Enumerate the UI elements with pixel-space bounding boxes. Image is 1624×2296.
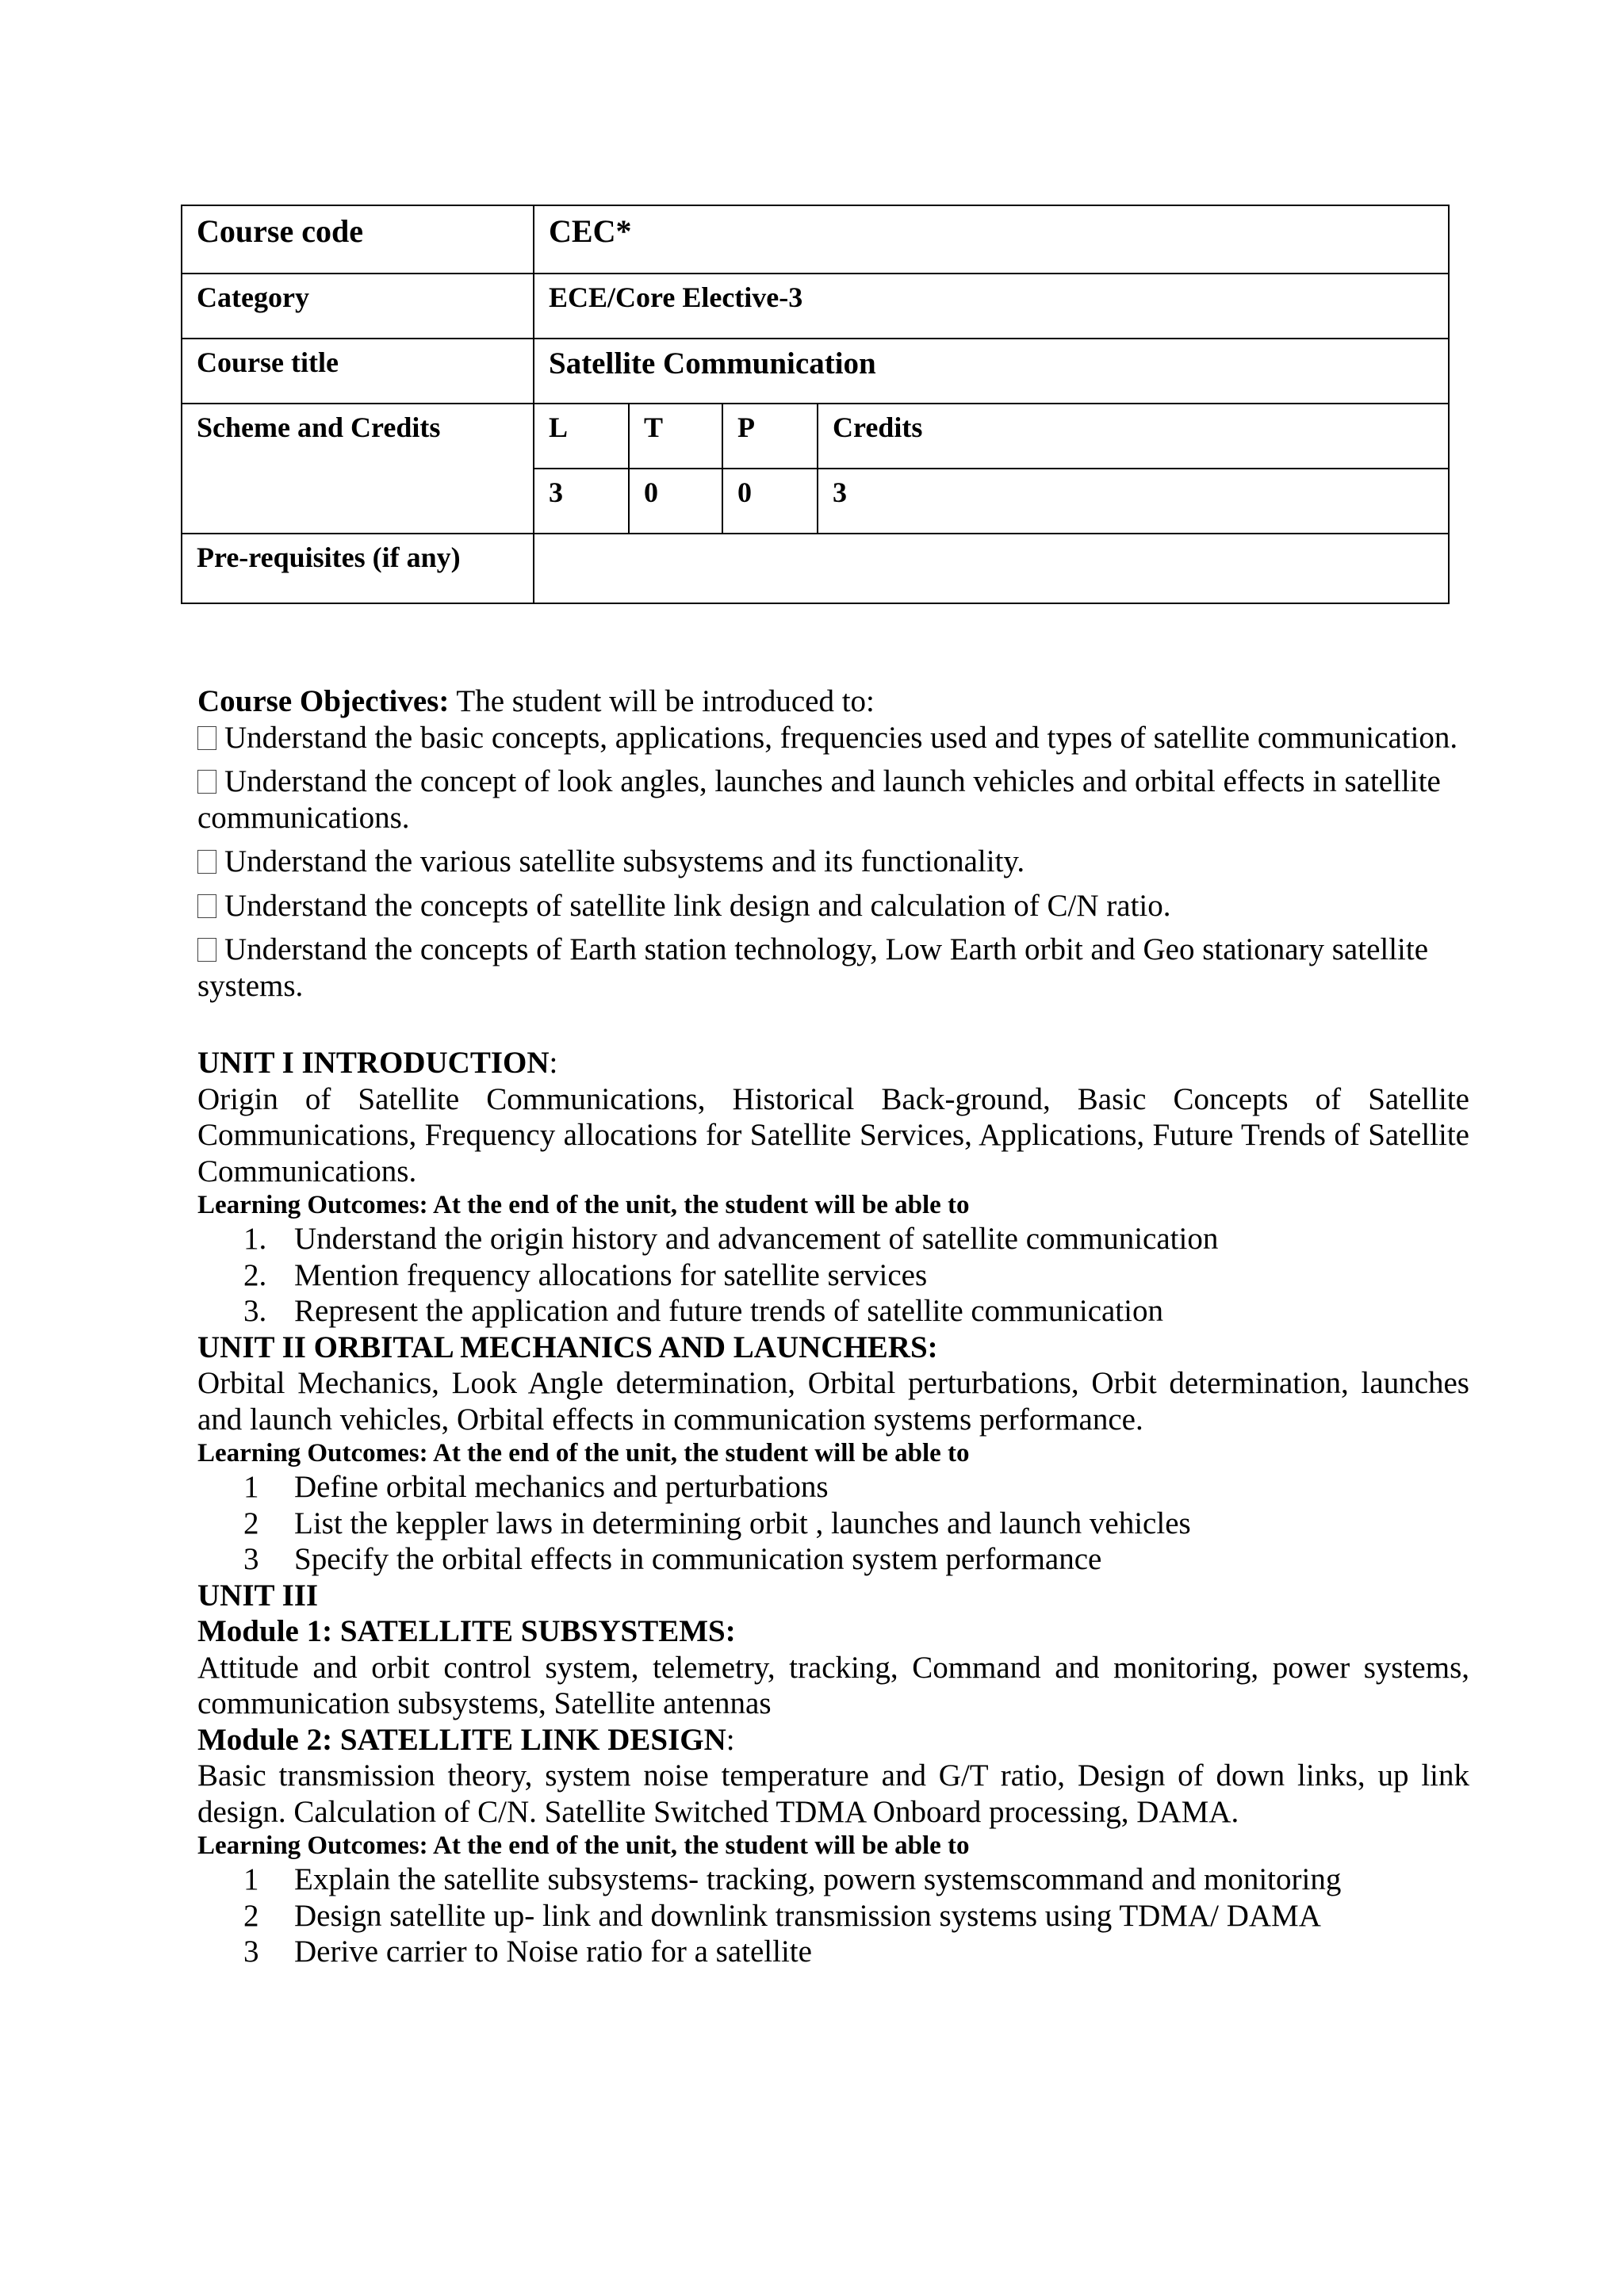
list-item: 3 Derive carrier to Noise ratio for a satellite: [243, 1934, 812, 1969]
unit3-heading: UNIT III: [197, 1578, 319, 1613]
unit2-outcomes-list: [197, 1469, 1469, 1578]
scheme-header-l: L: [534, 404, 629, 469]
course-title-value: Satellite Communication: [534, 339, 1449, 404]
bullet-icon: [197, 894, 216, 918]
list-item: 3 Specify the orbital effects in communication system performance: [243, 1542, 1102, 1576]
scheme-header-p: P: [722, 404, 818, 469]
bullet-icon: [197, 770, 216, 794]
bullet-icon: [197, 726, 216, 750]
course-title-row: [182, 339, 1449, 404]
unit3-outcomes-list: [197, 1862, 1469, 1970]
objectives-intro: [197, 683, 1469, 720]
objectives-intro-text: The student will be introduced to:: [449, 684, 875, 718]
course-info-table: [181, 205, 1450, 604]
list-item: 3. Represent the application and future trends of satellite communication: [243, 1294, 1163, 1328]
list-item: 1 Explain the satellite subsystems- tracking, powern systemscommand and monitoring: [243, 1862, 1342, 1896]
course-code-label: Course code: [182, 205, 534, 274]
unit1-outcomes-heading: Learning Outcomes: At the end of the unit, the student will be able to: [197, 1191, 970, 1219]
syllabus-content: [197, 683, 1469, 1970]
list-item: 1 Define orbital mechanics and perturbations: [243, 1470, 829, 1504]
prereq-row: [182, 534, 1449, 603]
unit2-outcomes-heading: Learning Outcomes: At the end of the unit, the student will be able to: [197, 1439, 970, 1468]
list-item: 2 Design satellite up- link and downlink transmission systems using TDMA/ DAMA: [243, 1898, 1321, 1933]
list-item: 2. Mention frequency allocations for satellite services: [243, 1257, 928, 1292]
prereq-label: Pre-requisites (if any): [182, 534, 534, 603]
unit2-heading: UNIT II ORBITAL MECHANICS AND LAUNCHERS:: [197, 1330, 938, 1364]
unit1-outcomes-list: [197, 1221, 1469, 1330]
scheme-value-p: 0: [722, 469, 818, 534]
scheme-header-credits: Credits: [818, 404, 1449, 469]
category-row: [182, 274, 1449, 339]
course-code-value: CEC*: [534, 205, 1449, 274]
bullet-icon: [197, 938, 216, 962]
module2-body: Basic transmission theory, system noise temperature and G/T ratio, Design of down links, up link design. Calculation of C/N. Satellite Switched TDMA Onboard processing, DAMA.: [197, 1758, 1469, 1829]
objective-item: Understand the various satellite subsystems and its functionality.: [197, 844, 1469, 880]
objectives-heading: Course Objectives:: [197, 684, 450, 718]
scheme-header-t: T: [629, 404, 722, 469]
list-item: 1. Understand the origin history and advancement of satellite communication: [243, 1222, 1219, 1256]
scheme-value-l: 3: [534, 469, 629, 534]
unit3-outcomes-heading: Learning Outcomes: At the end of the unit, the student will be able to: [197, 1831, 970, 1860]
scheme-value-t: 0: [629, 469, 722, 534]
prereq-value: [534, 534, 1449, 603]
scheme-value-credits: 3: [818, 469, 1449, 534]
bullet-icon: [197, 850, 216, 874]
scheme-label: Scheme and Credits: [182, 404, 534, 534]
objective-item: Understand the concepts of Earth station technology, Low Earth orbit and Geo stationary satellite systems.: [197, 932, 1429, 1003]
category-label: Category: [182, 274, 534, 339]
unit1-body: Origin of Satellite Communications, Historical Back-ground, Basic Concepts of Satellite Communications, Frequency allocations for Satellite Services, Applications, Future Trends of Satellite Communications.: [197, 1081, 1469, 1188]
scheme-header-row: [182, 404, 1449, 469]
objective-item: Understand the concepts of satellite link design and calculation of C/N ratio.: [197, 888, 1469, 924]
objective-item: Understand the basic concepts, applications, frequencies used and types of satellite communication.: [197, 720, 1469, 756]
objective-item: Understand the concept of look angles, launches and launch vehicles and orbital effects in satellite communications.: [197, 764, 1441, 835]
course-title-label: Course title: [182, 339, 534, 404]
unit1-heading: UNIT I INTRODUCTION:: [197, 1046, 558, 1080]
category-value: ECE/Core Elective-3: [534, 274, 1449, 339]
module1-heading: Module 1: SATELLITE SUBSYSTEMS:: [197, 1614, 736, 1648]
list-item: 2 List the keppler laws in determining orbit , launches and launch vehicles: [243, 1506, 1191, 1540]
course-code-row: [182, 205, 1449, 274]
module2-heading: Module 2: SATELLITE LINK DESIGN:: [197, 1722, 735, 1757]
unit2-body: Orbital Mechanics, Look Angle determination, Orbital perturbations, Orbit determination, launches and launch vehicles, Orbital effects in communication systems performance.: [197, 1366, 1469, 1437]
module1-body: Attitude and orbit control system, telemetry, tracking, Command and monitoring, power systems, communication subsystems, Satellite antennas: [197, 1650, 1469, 1720]
